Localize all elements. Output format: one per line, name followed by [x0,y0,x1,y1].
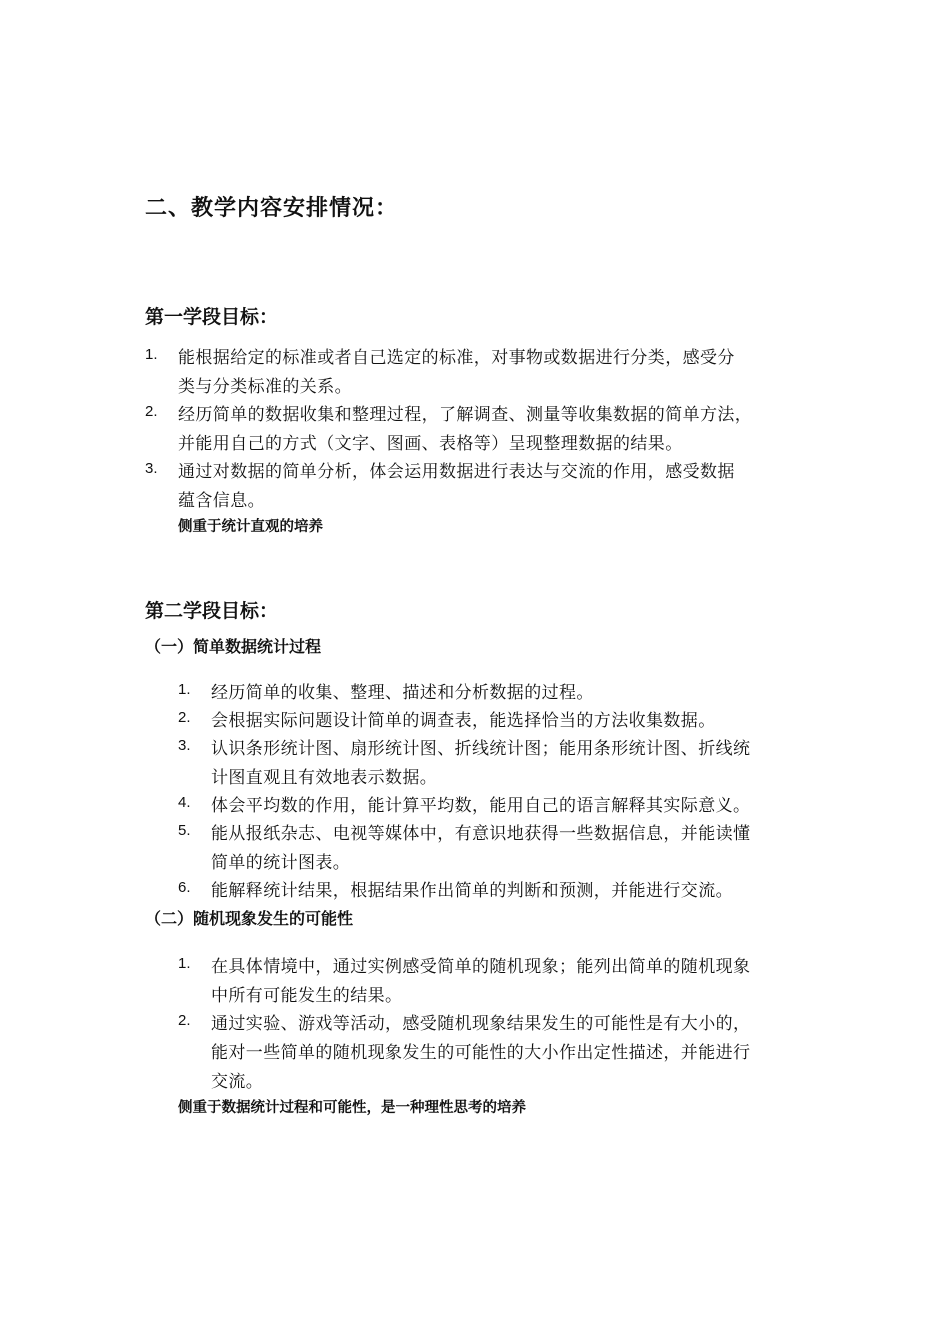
stage1-heading: 第一学段目标： [145,306,279,328]
stage2-note: 侧重于数据统计过程和可能性，是一种理性思考的培养 [178,1100,526,1116]
list-text: 能根据给定的标准或者自己选定的标准，对事物或数据进行分类，感受分 [178,348,735,368]
list-number: 6. [178,879,191,896]
list-text: 能从报纸杂志、电视等媒体中，有意识地获得一些数据信息，并能读懂 [211,824,751,844]
list-text: 经历简单的数据收集和整理过程，了解调查、测量等收集数据的简单方法， [178,405,753,425]
list-number: 4. [178,794,191,811]
list-text-cont: 并能用自己的方式（文字、图画、表格等）呈现整理数据的结果。 [178,434,683,454]
stage2-part1-heading: （一）简单数据统计过程 [145,637,322,656]
list-number: 5. [178,822,191,839]
list-text: 在具体情境中，通过实例感受简单的随机现象；能列出简单的随机现象 [211,957,751,977]
list-text-cont: 计图直观且有效地表示数据。 [211,768,438,788]
stage1-note: 侧重于统计直观的培养 [178,519,323,535]
list-text: 会根据实际问题设计简单的调查表，能选择恰当的方法收集数据。 [211,711,716,731]
list-number: 1. [145,346,158,363]
list-number: 2. [178,709,191,726]
stage2-part2-heading: （二）随机现象发生的可能性 [145,909,354,928]
list-text: 通过对数据的简单分析，体会运用数据进行表达与交流的作用，感受数据 [178,462,735,482]
page-title: 二、教学内容安排情况： [145,196,399,221]
list-text-cont: 类与分类标准的关系。 [178,377,352,397]
list-text-cont: 能对一些简单的随机现象发生的可能性的大小作出定性描述，并能进行 [211,1043,751,1063]
list-number: 1. [178,955,191,972]
list-text: 通过实验、游戏等活动，感受随机现象结果发生的可能性是有大小的， [211,1014,751,1034]
list-number: 2. [178,1012,191,1029]
list-text: 能解释统计结果，根据结果作出简单的判断和预测，并能进行交流。 [211,881,733,901]
list-text-cont: 蕴含信息。 [178,491,265,511]
list-number: 3. [145,460,158,477]
list-text: 认识条形统计图、扇形统计图、折线统计图；能用条形统计图、折线统 [211,739,751,759]
list-text-cont: 中所有可能发生的结果。 [211,986,403,1006]
list-text-cont: 简单的统计图表。 [211,853,351,873]
list-text: 体会平均数的作用，能计算平均数，能用自己的语言解释其实际意义。 [211,796,751,816]
list-number: 2. [145,403,158,420]
list-text-cont: 交流。 [211,1072,264,1092]
list-number: 3. [178,737,191,754]
list-text: 经历简单的收集、整理、描述和分析数据的过程。 [211,683,594,703]
stage2-heading: 第二学段目标： [145,600,279,622]
list-number: 1. [178,681,191,698]
